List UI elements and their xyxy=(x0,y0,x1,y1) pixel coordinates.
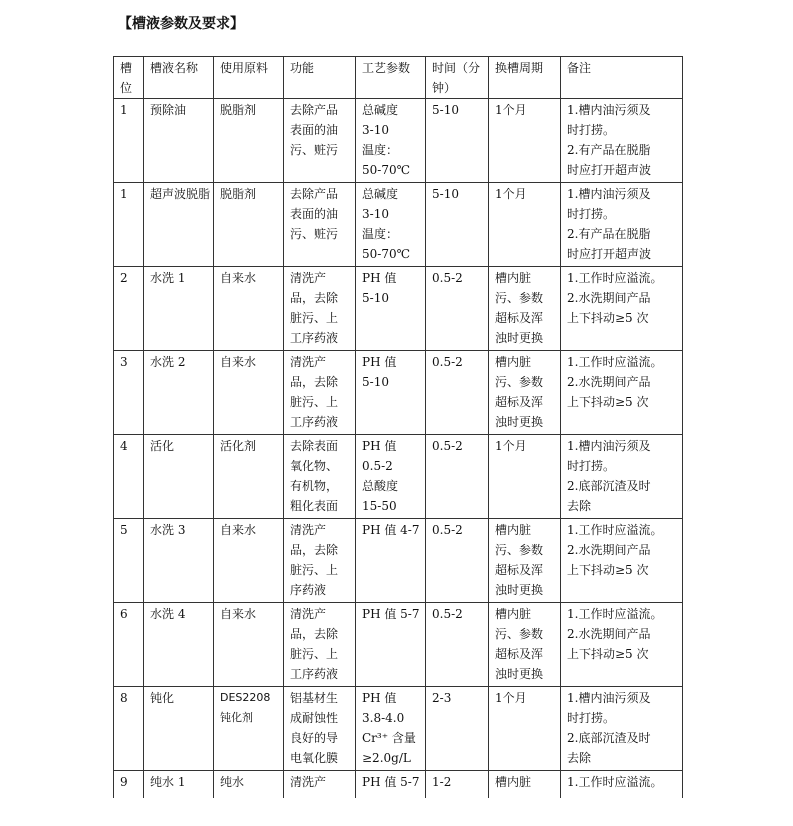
cell-line: 清洗产 xyxy=(290,355,327,369)
cell-function xyxy=(284,603,356,687)
cell-line: 去除产品 xyxy=(290,103,339,117)
cell-time: 0.5-2 xyxy=(426,351,489,435)
cell-tank-name: 活化 xyxy=(144,435,214,519)
cell-function xyxy=(284,351,356,435)
tank-parameters-table xyxy=(113,56,683,798)
cell-line: 3.8-4.0 xyxy=(362,711,405,725)
cell-notes xyxy=(561,603,683,687)
cell-line: 1.工作时应溢流。 xyxy=(567,523,663,537)
cell-line: PH 值 5-7 xyxy=(362,775,420,789)
cell-material: 纯水 xyxy=(214,771,284,799)
cell-line: 槽内脏 xyxy=(495,523,532,537)
cell-line: 污、参数 xyxy=(495,627,544,641)
cell-time: 0.5-2 xyxy=(426,519,489,603)
cell-function xyxy=(284,267,356,351)
cell-line: 上下抖动≥5 次 xyxy=(567,647,649,661)
cell-material: 脱脂剂 xyxy=(214,99,284,183)
cell-line: 脏污、上 xyxy=(290,395,339,409)
cell-line: 浊时更换 xyxy=(495,331,544,345)
cell-line: 电氧化膜 xyxy=(290,751,339,765)
cell-line: 3-10 xyxy=(362,207,389,221)
cell-slot: 3 xyxy=(114,351,144,435)
header-material: 使用原料 xyxy=(214,57,284,99)
cell-line: 序药液 xyxy=(290,583,327,597)
cell-material: 活化剂 xyxy=(214,435,284,519)
header-slot: 槽位 xyxy=(114,57,144,99)
cell-line: 50-70℃ xyxy=(362,247,411,261)
cell-line: 温度： xyxy=(362,227,399,241)
cell-line: 工序药液 xyxy=(290,667,339,681)
cell-material: 脱脂剂 xyxy=(214,183,284,267)
cell-cycle xyxy=(489,267,561,351)
cell-slot: 8 xyxy=(114,687,144,771)
cell-line: 品，去除 xyxy=(290,291,339,305)
cell-time: 2-3 xyxy=(426,687,489,771)
cell-slot: 5 xyxy=(114,519,144,603)
cell-line: 有机物， xyxy=(290,479,339,493)
cell-line: PH 值 xyxy=(362,691,397,705)
table-row xyxy=(114,771,683,799)
cell-line: 氧化物、 xyxy=(290,459,339,473)
cell-line: 5-10 xyxy=(362,375,389,389)
cell-line: 铝基材生 xyxy=(290,691,339,705)
cell-notes xyxy=(561,267,683,351)
cell-function xyxy=(284,99,356,183)
table-row xyxy=(114,603,683,687)
cell-time: 0.5-2 xyxy=(426,267,489,351)
cell-slot: 1 xyxy=(114,183,144,267)
table-row xyxy=(114,687,683,771)
cell-line: 上下抖动≥5 次 xyxy=(567,563,649,577)
cell-line: 1.工作时应溢流。 xyxy=(567,271,663,285)
cell-time: 5-10 xyxy=(426,99,489,183)
cell-line: 脏污、上 xyxy=(290,563,339,577)
cell-params xyxy=(356,687,426,771)
cell-line: 1.工作时应溢流。 xyxy=(567,775,663,789)
cell-line: 清洗产 xyxy=(290,523,327,537)
cell-line: 3-10 xyxy=(362,123,389,137)
cell-line: 槽内脏 xyxy=(495,775,532,789)
cell-tank-name: 超声波脱脂 xyxy=(144,183,214,267)
cell-params xyxy=(356,267,426,351)
cell-line: 时应打开超声波 xyxy=(567,163,652,177)
cell-line: 品，去除 xyxy=(290,627,339,641)
section-title: 【槽液参数及要求】 xyxy=(118,16,244,32)
cell-material: 自来水 xyxy=(214,267,284,351)
cell-line: 时打捞。 xyxy=(567,207,616,221)
cell-notes xyxy=(561,771,683,799)
cell-line: 槽内脏 xyxy=(495,271,532,285)
cell-line: 浊时更换 xyxy=(495,667,544,681)
cell-line: 上下抖动≥5 次 xyxy=(567,395,649,409)
cell-line: 去除 xyxy=(567,751,592,765)
cell-material: 自来水 xyxy=(214,603,284,687)
cell-tank-name: 水洗 1 xyxy=(144,267,214,351)
header-time: 时间（分钟） xyxy=(426,57,489,99)
cell-material: 自来水 xyxy=(214,519,284,603)
cell-line: PH 值 5-7 xyxy=(362,607,420,621)
cell-notes xyxy=(561,519,683,603)
cell-line: 1个月 xyxy=(495,103,527,117)
cell-line: 工序药液 xyxy=(290,331,339,345)
cell-slot: 9 xyxy=(114,771,144,799)
table-body xyxy=(114,99,683,799)
cell-line: 1.工作时应溢流。 xyxy=(567,607,663,621)
cell-line: 成耐蚀性 xyxy=(290,711,339,725)
cell-line: 浊时更换 xyxy=(495,583,544,597)
table-row xyxy=(114,99,683,183)
cell-line: 品，去除 xyxy=(290,543,339,557)
cell-line: 污、参数 xyxy=(495,291,544,305)
cell-tank-name: 预除油 xyxy=(144,99,214,183)
table-row xyxy=(114,435,683,519)
cell-line: 5-10 xyxy=(362,291,389,305)
cell-line: PH 值 4-7 xyxy=(362,523,420,537)
cell-tank-name: 纯水 1 xyxy=(144,771,214,799)
cell-line: 1.槽内油污须及 xyxy=(567,103,651,117)
cell-function xyxy=(284,183,356,267)
table-header-row xyxy=(114,57,683,99)
cell-line: 2.有产品在脱脂 xyxy=(567,227,651,241)
cell-params xyxy=(356,99,426,183)
cell-line: 1.槽内油污须及 xyxy=(567,439,651,453)
cell-line: 1个月 xyxy=(495,691,527,705)
cell-function xyxy=(284,435,356,519)
cell-line: 上下抖动≥5 次 xyxy=(567,311,649,325)
header-params: 工艺参数 xyxy=(356,57,426,99)
cell-line: 时打捞。 xyxy=(567,123,616,137)
cell-line: 品，去除 xyxy=(290,375,339,389)
cell-line: 2.底部沉渣及时 xyxy=(567,731,651,745)
cell-line: 浊时更换 xyxy=(495,415,544,429)
cell-line: 时应打开超声波 xyxy=(567,247,652,261)
cell-line: ≥2.0g/L xyxy=(362,751,411,765)
cell-line: 2.水洗期间产品 xyxy=(567,627,651,641)
cell-line: 1.槽内油污须及 xyxy=(567,691,651,705)
cell-line: 1个月 xyxy=(495,439,527,453)
cell-line: 污、参数 xyxy=(495,543,544,557)
cell-line: 表面的油 xyxy=(290,207,339,221)
cell-line: 时打捞。 xyxy=(567,459,616,473)
cell-line: PH 值 xyxy=(362,271,397,285)
cell-cycle xyxy=(489,435,561,519)
cell-tank-name: 钝化 xyxy=(144,687,214,771)
header-cycle: 换槽周期 xyxy=(489,57,561,99)
cell-line: PH 值 xyxy=(362,355,397,369)
cell-line: 15-50 xyxy=(362,499,397,513)
cell-line: 总碱度 xyxy=(362,103,399,117)
cell-time: 1-2 xyxy=(426,771,489,799)
cell-line: 1.工作时应溢流。 xyxy=(567,355,663,369)
table-row xyxy=(114,519,683,603)
cell-line: 良好的导 xyxy=(290,731,339,745)
cell-material: 自来水 xyxy=(214,351,284,435)
header-function: 功能 xyxy=(284,57,356,99)
cell-cycle xyxy=(489,687,561,771)
cell-line: 污、参数 xyxy=(495,375,544,389)
cell-function xyxy=(284,519,356,603)
cell-line: 2.底部沉渣及时 xyxy=(567,479,651,493)
cell-notes xyxy=(561,183,683,267)
cell-line: 去除 xyxy=(567,499,592,513)
cell-line: 总酸度 xyxy=(362,479,399,493)
cell-line: 污、赃污 xyxy=(290,227,339,241)
cell-slot: 4 xyxy=(114,435,144,519)
cell-line: 清洗产 xyxy=(290,775,327,789)
cell-tank-name: 水洗 4 xyxy=(144,603,214,687)
cell-line: 粗化表面 xyxy=(290,499,339,513)
cell-cycle xyxy=(489,99,561,183)
cell-cycle xyxy=(489,603,561,687)
cell-notes xyxy=(561,351,683,435)
cell-params xyxy=(356,435,426,519)
cell-line: 2.水洗期间产品 xyxy=(567,375,651,389)
cell-tank-name: 水洗 2 xyxy=(144,351,214,435)
cell-notes xyxy=(561,435,683,519)
cell-cycle xyxy=(489,183,561,267)
header-notes: 备注 xyxy=(561,57,683,99)
cell-cycle xyxy=(489,351,561,435)
cell-slot: 1 xyxy=(114,99,144,183)
cell-line: 脏污、上 xyxy=(290,311,339,325)
cell-time: 0.5-2 xyxy=(426,435,489,519)
cell-line: 脏污、上 xyxy=(290,647,339,661)
cell-line: 清洗产 xyxy=(290,607,327,621)
cell-notes xyxy=(561,687,683,771)
cell-function xyxy=(284,687,356,771)
cell-params xyxy=(356,771,426,799)
cell-line: 总碱度 xyxy=(362,187,399,201)
cell-time: 5-10 xyxy=(426,183,489,267)
cell-line: 1个月 xyxy=(495,187,527,201)
cell-material: DES2208 钝化剂 xyxy=(214,687,284,771)
cell-line: 超标及浑 xyxy=(495,311,544,325)
cell-line: 超标及浑 xyxy=(495,563,544,577)
cell-line: 槽内脏 xyxy=(495,607,532,621)
cell-line: 1.槽内油污须及 xyxy=(567,187,651,201)
header-tank-name: 槽液名称 xyxy=(144,57,214,99)
cell-time: 0.5-2 xyxy=(426,603,489,687)
cell-line: 去除产品 xyxy=(290,187,339,201)
cell-slot: 2 xyxy=(114,267,144,351)
cell-line: 超标及浑 xyxy=(495,647,544,661)
cell-line: 0.5-2 xyxy=(362,459,393,473)
cell-tank-name: 水洗 3 xyxy=(144,519,214,603)
cell-line: 去除表面 xyxy=(290,439,339,453)
cell-line: 槽内脏 xyxy=(495,355,532,369)
cell-line: 超标及浑 xyxy=(495,395,544,409)
cell-notes xyxy=(561,99,683,183)
cell-line: 2.水洗期间产品 xyxy=(567,291,651,305)
table-row xyxy=(114,267,683,351)
table-row xyxy=(114,183,683,267)
cell-line: 时打捞。 xyxy=(567,711,616,725)
cell-function xyxy=(284,771,356,799)
cell-line: 2.有产品在脱脂 xyxy=(567,143,651,157)
cell-line: 2.水洗期间产品 xyxy=(567,543,651,557)
table-row xyxy=(114,351,683,435)
cell-line: 温度： xyxy=(362,143,399,157)
cell-line: 污、赃污 xyxy=(290,143,339,157)
cell-line: 表面的油 xyxy=(290,123,339,137)
cell-line: 清洗产 xyxy=(290,271,327,285)
cell-params xyxy=(356,183,426,267)
cell-params xyxy=(356,519,426,603)
cell-line: PH 值 xyxy=(362,439,397,453)
cell-cycle xyxy=(489,771,561,799)
cell-params xyxy=(356,351,426,435)
cell-line: 工序药液 xyxy=(290,415,339,429)
cell-cycle xyxy=(489,519,561,603)
cell-slot: 6 xyxy=(114,603,144,687)
cell-line: 50-70℃ xyxy=(362,163,411,177)
cell-params xyxy=(356,603,426,687)
cell-line: Cr³⁺ 含量 xyxy=(362,731,416,745)
